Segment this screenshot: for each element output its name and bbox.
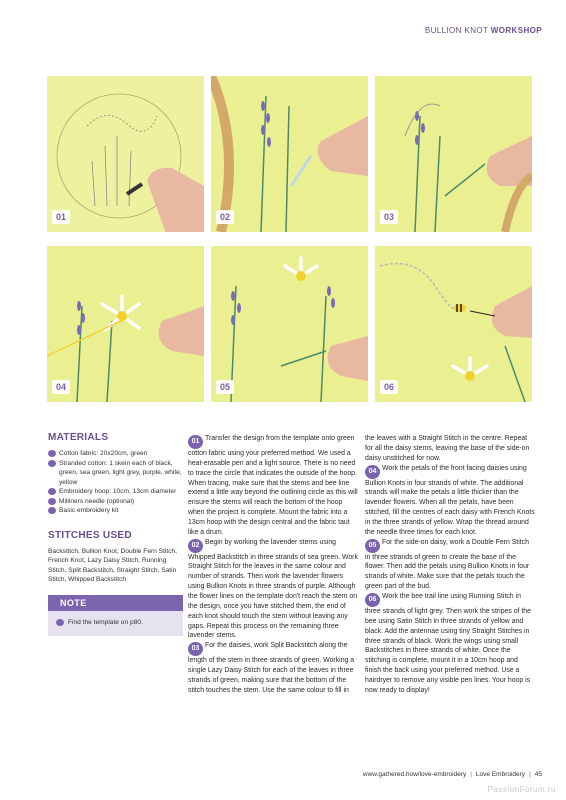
photo-number: 01 xyxy=(52,210,70,224)
bullet-icon xyxy=(48,450,56,457)
page-header xyxy=(425,26,542,35)
instructions-column-1 xyxy=(188,434,360,696)
photo-02-image xyxy=(211,76,368,232)
photo-04-image xyxy=(47,246,204,402)
photo-03-image xyxy=(375,76,532,232)
step-number: 03 xyxy=(188,642,203,656)
note-text: Find the template on p80. xyxy=(68,618,143,626)
bullet-icon xyxy=(48,498,56,505)
photo-06-image xyxy=(375,246,532,402)
step-photo-06 xyxy=(375,246,532,402)
footer-url[interactable]: www.gathered.how/love-embroidery xyxy=(362,771,467,778)
step-paragraph-03-continued: the leaves with a Straight Stitch in the centre. Repeat for all the daisy stems, leaving the base of the side-on daisy unstitched for now. xyxy=(365,435,530,462)
stitches-title: STITCHES USED xyxy=(48,529,132,541)
photo-number: 06 xyxy=(380,380,398,394)
step-number: 04 xyxy=(365,465,380,479)
watermark: PassionForum.ru xyxy=(487,785,556,794)
step-photo-03 xyxy=(375,76,532,232)
step-photo-05 xyxy=(211,246,368,402)
step-paragraph-05: 05 For the side-on daisy, work a Double Fern Stitch in three strands of green to create the base of the flower. Then add the petals using Bullion Knots in four strands of white. Make sure that the petals touch the green part of the bud. xyxy=(365,538,530,591)
list-item: Basic embroidery kit xyxy=(48,506,183,516)
page-footer: www.gathered.how/love-embroidery | Love Embroidery | 45 xyxy=(362,771,542,778)
photo-number: 03 xyxy=(380,210,398,224)
bullet-icon xyxy=(56,619,64,626)
bullet-icon xyxy=(48,488,56,495)
step-number: 01 xyxy=(188,435,203,449)
step-photo-02 xyxy=(211,76,368,232)
photo-05-image xyxy=(211,246,368,402)
step-paragraph-04: 04 Work the petals of the front facing daisies using Bullion Knots in four strands of white. The additional strands will make the petals a little thicker than the lavender flowers. When all the petals, have been stitched, fill the centres of each daisy with French Knots in the three strands of yellow. Wrap the thread around the needle three times for each knot. xyxy=(365,464,535,536)
bullet-icon xyxy=(48,460,56,467)
list-item: Embroidery hoop: 10cm, 13cm diameter xyxy=(48,487,183,497)
list-item: Cotton fabric: 20x20cm, green xyxy=(48,449,183,459)
note-title: NOTE xyxy=(48,595,183,611)
step-photo-04 xyxy=(47,246,204,402)
materials-title: MATERIALS xyxy=(48,432,109,443)
step-paragraph-02: 02 Begin by working the lavender stems using Whipped Backstitch in three strands of sea green. Work Straight Stitch for the leaves in the same colour and number of strands. Then work the lavender flowers using Bullion Knots in three strands of purple. Although the flower lines on the template don't reach the stem on the design, once you have stitched them, the end of each knot should touch the stem without leaving any gaps. Repeat this process on the remaining three lavender stems. xyxy=(188,538,358,640)
step-photo-01 xyxy=(47,76,204,232)
step-number: 05 xyxy=(365,539,380,553)
photo-01-image xyxy=(47,76,204,232)
stitches-text: Backstitch, Bullion Knot, Double Fern Stitch, French Knot, Lazy Daisy Stitch, Running Stitch, Split Backstitch, Straight Stitch, Satin Stitch, Whipped Backstitch xyxy=(48,547,178,583)
materials-list xyxy=(48,449,183,516)
header-prefix: BULLION KNOT xyxy=(424,26,489,35)
footer-magazine: Love Embroidery xyxy=(475,771,526,778)
sidebar xyxy=(48,432,183,636)
photo-number: 05 xyxy=(216,380,234,394)
step-paragraph-01: 01 Transfer the design from the template onto green cotton fabric using your preferred method. We used a heat-erasable pen and a light source. There is no need to trace the circle that indicates the outside of the hoop. When tracing, make sure that the stems and bee line extend a little way beyond the outlining circle as this will ensure the stems will reach the bottom of the hoop when the project is complete. Mount the fabric into a 13cm hoop with the design central and the fabric taut like a drum. xyxy=(188,435,358,536)
bullet-icon xyxy=(48,507,56,514)
step-number: 06 xyxy=(365,593,380,607)
instructions-column-2 xyxy=(365,434,535,696)
photo-number: 04 xyxy=(52,380,70,394)
photo-number: 02 xyxy=(216,210,234,224)
step-paragraph-06: 06 Work the bee trail line using Running Stitch in three strands of light grey. Then work the stripes of the bee using Satin Stitch in three strands of yellow and black. Add the antennae using tiny Straight Stitches in three strands of black. Work the wings using small Backstitches in three strands of white. Once the stitching is complete, mount it in a 10cm hoop and finish the back using your preferred method. Use a hairdryer to remove any visible pen lines. Your hoop is now ready to display! xyxy=(365,592,531,694)
page-number: 45 xyxy=(534,771,542,778)
note-box xyxy=(48,595,183,636)
list-item: Stranded cotton: 1 skein each of black, green, sea green, light grey, purple, white, yellow xyxy=(48,459,183,488)
photo-grid xyxy=(47,76,532,404)
header-highlight: WORKSHOP xyxy=(490,26,542,35)
step-paragraph-03: 03 For the daisies, work Split Backstitch along the length of the stem in three strands of green. Working a single Lazy Daisy Stitch for each of the leaves in three strands of green, making sure that the bottom of the stitch touches the stem. Use the same colour to fill in xyxy=(188,642,355,694)
list-item: Milliners needle (optional) xyxy=(48,497,183,507)
step-number: 02 xyxy=(188,539,203,553)
